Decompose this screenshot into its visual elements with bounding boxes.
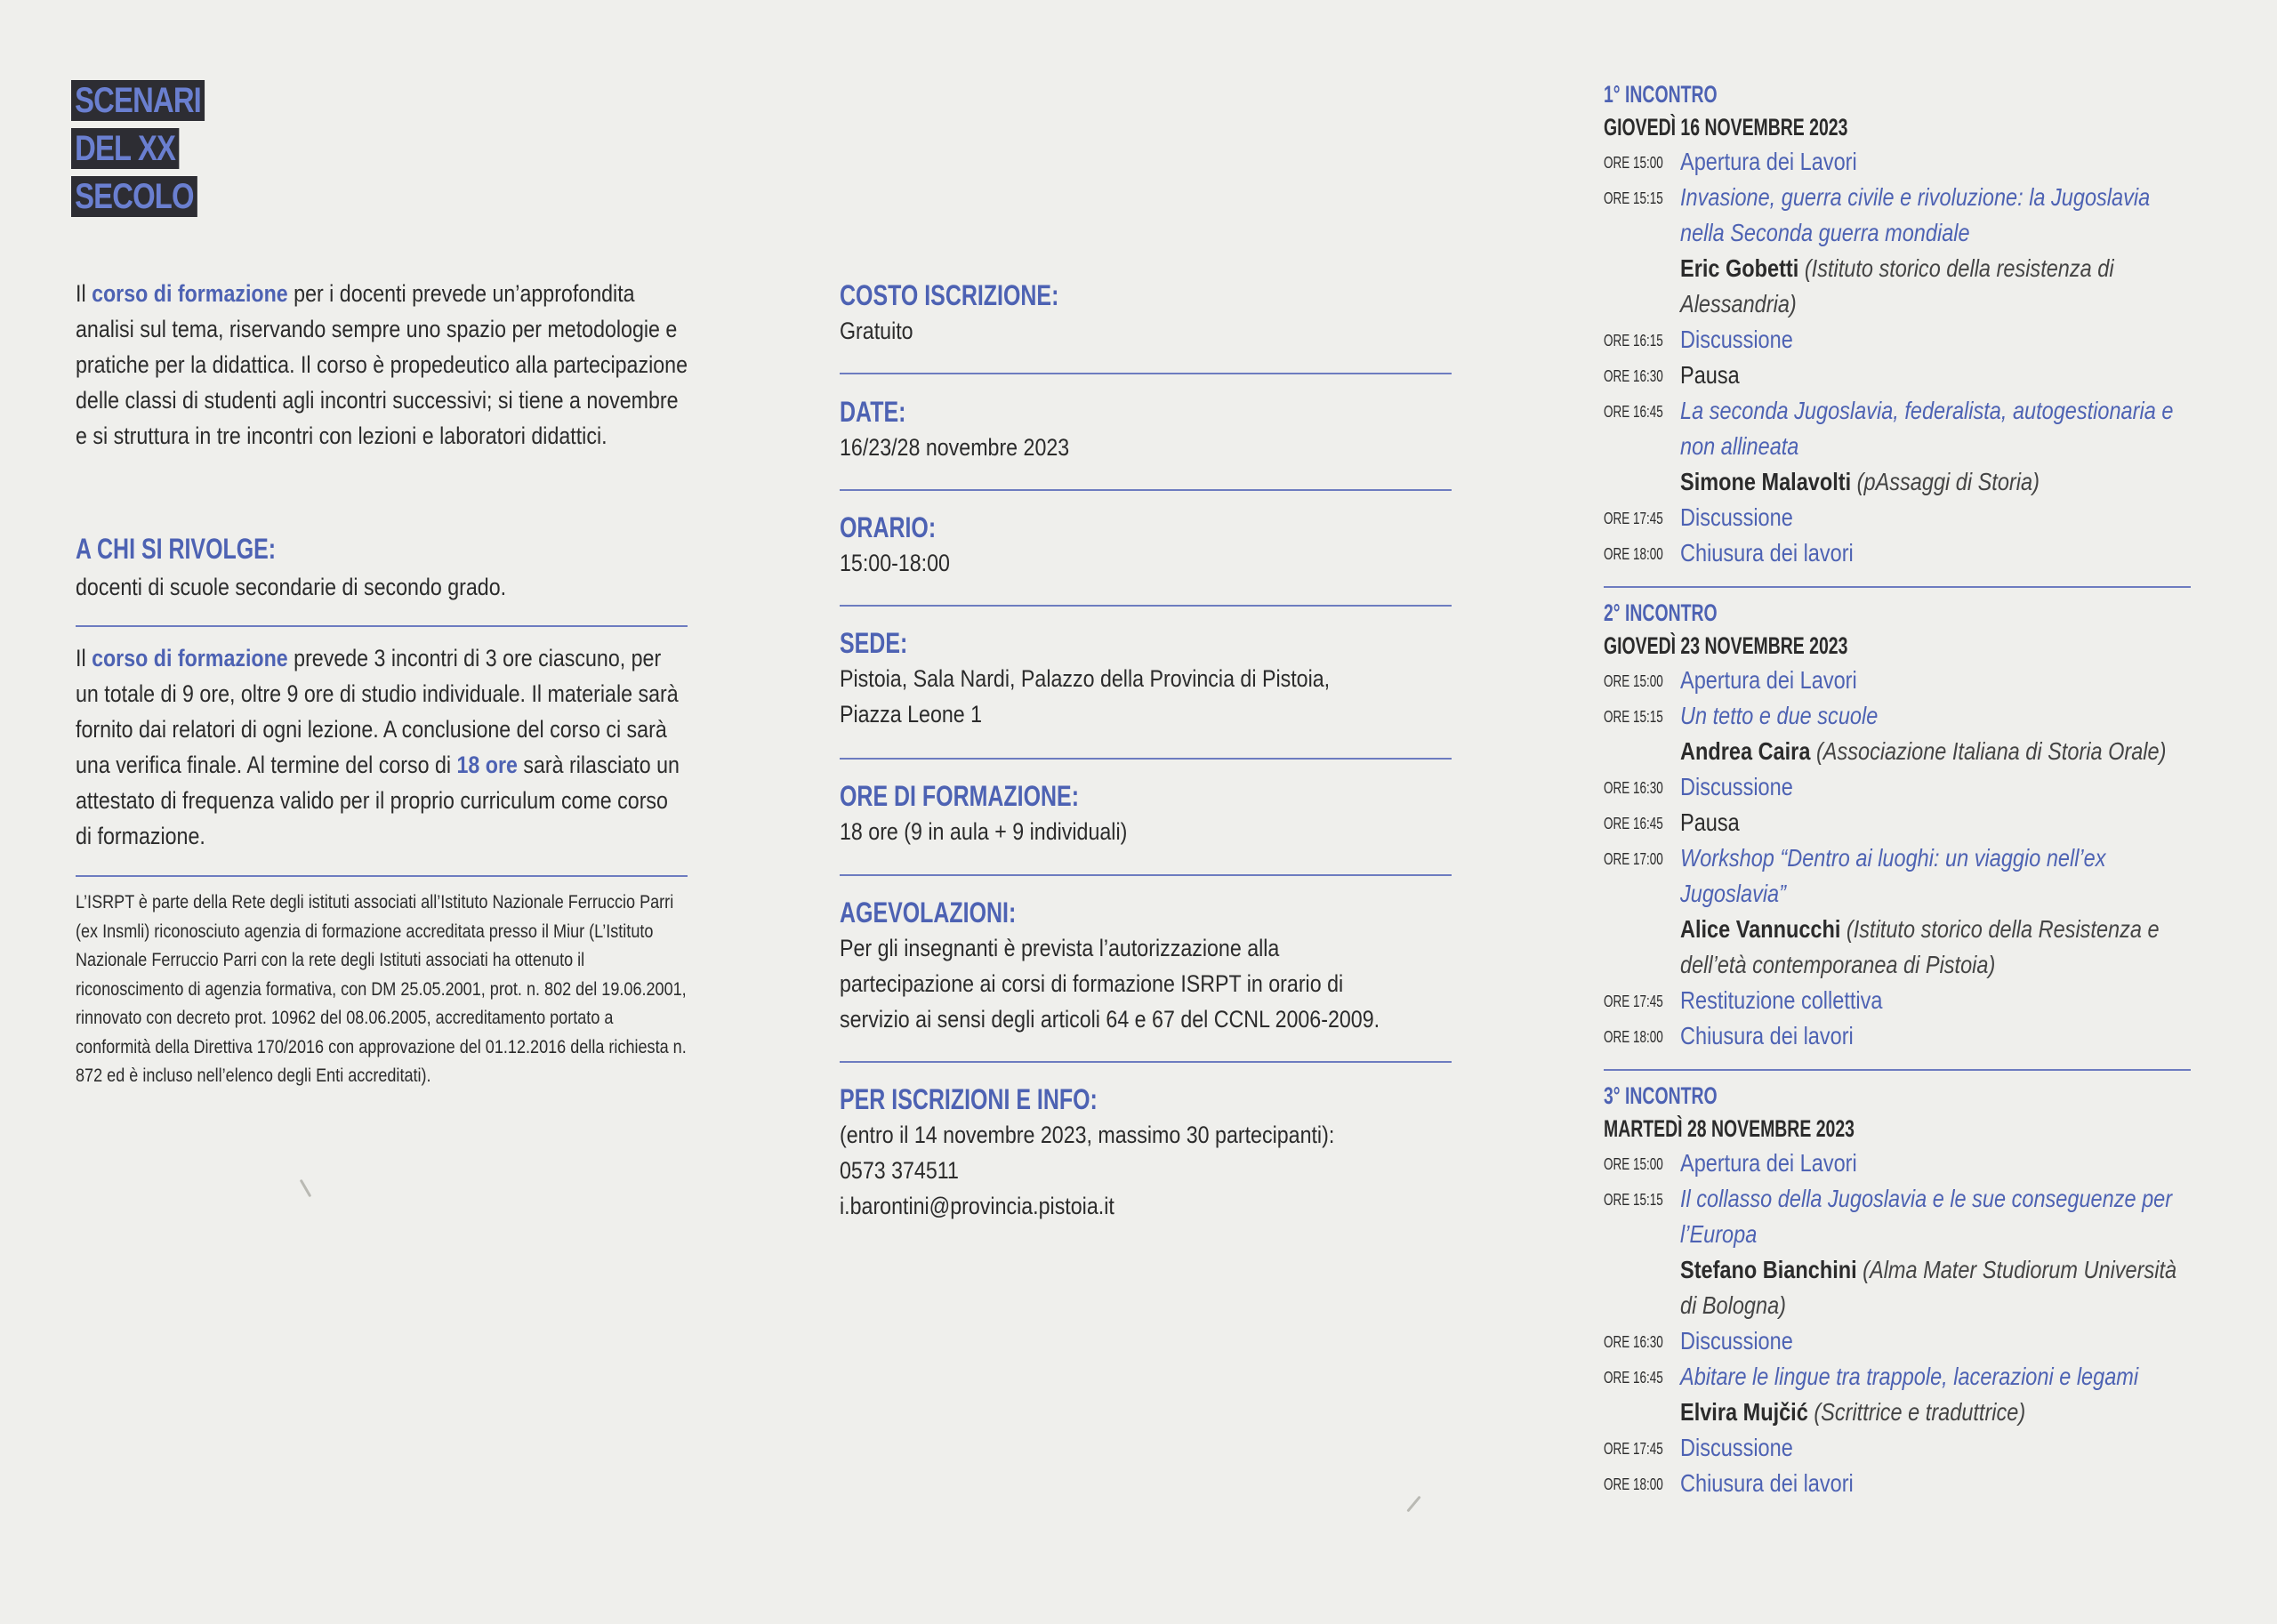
meeting-date: MARTEDÌ 28 NOVEMBRE 2023 — [1604, 1115, 1855, 1142]
time-label: ORE 15:00 — [1604, 1155, 1663, 1173]
course-hours-highlight: 18 ore — [456, 752, 518, 778]
info-heading: SEDE: — [840, 627, 908, 659]
event-lecture — [1680, 1359, 2188, 1430]
event-title: Discussione — [1680, 1327, 1793, 1355]
schedule-item — [1604, 1430, 2191, 1466]
info-section — [840, 510, 1452, 581]
time-label: ORE 16:45 — [1604, 403, 1663, 421]
logo-line: SCENARI — [71, 80, 205, 121]
info-heading: PER ISCRIZIONI E INFO: — [840, 1083, 1098, 1115]
event-title: Discussione — [1680, 503, 1793, 531]
info-section — [840, 778, 1452, 849]
event-title: Chiusura dei lavori — [1680, 1022, 1854, 1049]
event-title: Discussione — [1680, 1434, 1793, 1461]
time-label: ORE 15:15 — [1604, 1191, 1663, 1209]
event-title: Apertura dei Lavori — [1680, 1149, 1857, 1177]
schedule-item — [1604, 769, 2191, 805]
lecture-title: Invasione, guerra civile e rivoluzione: la Jugoslavia nella Seconda guerra mondiale — [1680, 183, 2151, 246]
divider — [1604, 586, 2191, 588]
info-line: Per gli insegnanti è prevista l’autorizzazione alla — [840, 935, 1280, 961]
speaker-affiliation: (Istituto storico della resistenza di Alessandria) — [1680, 254, 2114, 318]
time-label: ORE 17:45 — [1604, 993, 1663, 1010]
info-line: (entro il 14 novembre 2023, massimo 30 partecipanti): — [840, 1122, 1335, 1148]
time-label: ORE 17:45 — [1604, 510, 1663, 527]
event-title: Restituzione collettiva — [1680, 986, 1883, 1014]
info-section — [840, 625, 1452, 732]
schedule-item — [1604, 500, 2191, 535]
info-heading: COSTO ISCRIZIONE: — [840, 279, 1059, 311]
info-section — [840, 277, 1452, 349]
speaker-affiliation: (Alma Mater Studiorum Università di Bologna) — [1680, 1256, 2177, 1319]
paper-speck — [300, 1179, 312, 1198]
info-line: Gratuito — [840, 318, 913, 344]
schedule-item — [1604, 1018, 2191, 1054]
audience-heading: A CHI SI RIVOLGE: — [76, 533, 277, 565]
schedule-item — [1604, 1323, 2191, 1359]
lecture-title: La seconda Jugoslavia, federalista, autogestionaria e non allineata — [1680, 397, 2174, 460]
time-label: ORE 18:00 — [1604, 1028, 1663, 1046]
schedule-item — [1604, 1466, 2191, 1501]
course-text: prevede 3 incontri di 3 ore ciascuno, per un totale di 9 ore, oltre 9 ore di studio individuale. Il materiale sarà fornito dai relatori di ogni lezione. A conclusione del corso ci sarà una verifica finale. Al termine del corso di — [76, 645, 679, 778]
schedule-item — [1604, 1146, 2191, 1181]
logo-line: DEL XX — [71, 128, 179, 169]
event-break: Pausa — [1680, 808, 1740, 836]
paper-speck — [1406, 1496, 1420, 1513]
speaker-name: Alice Vannucchi — [1680, 915, 1841, 943]
meeting-label: 1° INCONTRO — [1604, 81, 1718, 108]
time-label: ORE 16:30 — [1604, 779, 1663, 797]
info-line: servizio ai sensi degli articoli 64 e 67 del CCNL 2006-2009. — [840, 1006, 1380, 1033]
schedule-item — [1604, 663, 2191, 698]
time-label: ORE 17:45 — [1604, 1440, 1663, 1458]
event-lecture — [1680, 393, 2188, 500]
speaker-name: Eric Gobetti — [1680, 254, 1799, 282]
schedule-item — [1604, 840, 2191, 983]
schedule-item — [1604, 698, 2191, 769]
time-label: ORE 15:15 — [1604, 189, 1663, 207]
time-label: ORE 15:00 — [1604, 154, 1663, 172]
event-title: Apertura dei Lavori — [1680, 148, 1857, 175]
accreditation-note: L’ISRPT è parte della Rete degli istituti associati all’Istituto Nazionale Ferruccio Parri (ex Insmli) riconosciuto agenzia di formazione accreditata presso il Miur (L’Istituto Nazionale Ferruccio Parri con la rete degli Istituti associati ha ottenuto il riconoscimento di agenzia formativa, con DM 25.05.2001, prot. n. 802 del 19.06.2001, rinnovato con decreto prot. 10962 del 08.06.2005, accreditamento portato a conformità della Direttiva 170/2016 con approvazione del 01.12.2016 della richiesta n. 872 ed è incluso nell’elenco degli Enti accreditati). — [76, 891, 687, 1086]
speaker-affiliation: (pAssaggi di Storia) — [1851, 468, 2040, 495]
info-line: i.barontini@provincia.pistoia.it — [840, 1193, 1114, 1219]
meeting-label: 3° INCONTRO — [1604, 1082, 1718, 1109]
course-paragraph — [76, 640, 688, 854]
info-line: 16/23/28 novembre 2023 — [840, 434, 1070, 461]
time-label: ORE 16:45 — [1604, 815, 1663, 832]
speaker-name: Andrea Caira — [1680, 737, 1811, 765]
intro-text: Il — [76, 280, 93, 307]
schedule-item — [1604, 983, 2191, 1018]
event-title: Apertura dei Lavori — [1680, 666, 1857, 694]
series-logo — [71, 80, 234, 224]
divider — [76, 625, 688, 627]
intro-highlight: corso di formazione — [92, 280, 288, 307]
schedule-item — [1604, 1359, 2191, 1430]
speaker-name: Elvira Mujčić — [1680, 1398, 1808, 1426]
divider — [840, 1061, 1452, 1063]
schedule-item — [1604, 1181, 2191, 1323]
schedule-item — [1604, 144, 2191, 180]
divider — [1604, 1069, 2191, 1071]
info-section — [840, 895, 1452, 1037]
lecture-title: Un tetto e due scuole — [1680, 702, 1879, 729]
intro-text: per i docenti prevede un’approfondita analisi sul tema, riservando sempre uno spazio per metodologie e pratiche per la didattica. Il corso è propedeutico alla partecipazione delle classi di studenti agli incontri successivi; si tiene a novembre e si struttura in tre incontri con lezioni e laboratori didattici. — [76, 280, 688, 449]
info-section — [840, 1081, 1452, 1224]
speaker-affiliation: (Associazione Italiana di Storia Orale) — [1810, 737, 2167, 765]
speaker-affiliation: (Scrittrice e traduttrice) — [1807, 1398, 2026, 1426]
course-text: sarà rilasciato un attestato di frequenza valido per il proprio curriculum come corso di formazione. — [76, 752, 680, 849]
info-line: 15:00-18:00 — [840, 550, 950, 576]
info-line: Piazza Leone 1 — [840, 701, 983, 728]
event-break: Pausa — [1680, 361, 1740, 389]
time-label: ORE 16:45 — [1604, 1369, 1663, 1387]
event-lecture — [1680, 180, 2188, 322]
meeting-label: 2° INCONTRO — [1604, 599, 1718, 626]
course-highlight: corso di formazione — [92, 645, 288, 671]
divider — [840, 373, 1452, 374]
time-label: ORE 16:15 — [1604, 332, 1663, 350]
audience-text: docenti di scuole secondarie di secondo grado. — [76, 574, 507, 600]
time-label: ORE 15:00 — [1604, 672, 1663, 690]
schedule-item — [1604, 805, 2191, 840]
speaker-affiliation: (Istituto storico della Resistenza e dell’età contemporanea di Pistoia) — [1680, 915, 2160, 978]
event-title: Discussione — [1680, 773, 1793, 800]
schedule-item — [1604, 535, 2191, 571]
info-heading: ORARIO: — [840, 511, 937, 543]
speaker-name: Simone Malavolti — [1680, 468, 1852, 495]
event-title: Chiusura dei lavori — [1680, 1469, 1854, 1497]
meeting-block — [1604, 597, 2191, 1054]
divider — [840, 874, 1452, 876]
info-heading: ORE DI FORMAZIONE: — [840, 780, 1080, 812]
lecture-title: Abitare le lingue tra trappole, lacerazioni e legami — [1680, 1363, 2139, 1390]
meeting-date: GIOVEDÌ 16 NOVEMBRE 2023 — [1604, 114, 1848, 141]
time-label: ORE 16:30 — [1604, 1333, 1663, 1351]
event-title: Discussione — [1680, 326, 1793, 353]
divider — [840, 605, 1452, 607]
logo-line: SECOLO — [71, 176, 197, 217]
meeting-date: GIOVEDÌ 23 NOVEMBRE 2023 — [1604, 632, 1848, 659]
time-label: ORE 16:30 — [1604, 367, 1663, 385]
info-line: Pistoia, Sala Nardi, Palazzo della Provincia di Pistoia, — [840, 665, 1331, 692]
lecture-title: Il collasso della Jugoslavia e le sue conseguenze per l’Europa — [1680, 1185, 2173, 1248]
event-lecture — [1680, 698, 2188, 769]
event-title: Chiusura dei lavori — [1680, 539, 1854, 567]
divider — [840, 489, 1452, 491]
time-label: ORE 15:15 — [1604, 708, 1663, 726]
schedule-item — [1604, 180, 2191, 322]
info-heading: DATE: — [840, 396, 906, 428]
meeting-block — [1604, 1080, 2191, 1501]
divider — [840, 758, 1452, 760]
divider — [76, 875, 688, 877]
info-line: partecipazione ai corsi di formazione ISRPT in orario di — [840, 970, 1344, 997]
info-heading: AGEVOLAZIONI: — [840, 896, 1017, 929]
schedule-item — [1604, 393, 2191, 500]
schedule-item — [1604, 322, 2191, 358]
time-label: ORE 18:00 — [1604, 1475, 1663, 1493]
schedule-item — [1604, 358, 2191, 393]
lecture-title: Workshop “Dentro ai luoghi: un viaggio nell’ex Jugoslavia” — [1680, 844, 2106, 907]
time-label: ORE 17:00 — [1604, 850, 1663, 868]
info-line: 0573 374511 — [840, 1157, 959, 1184]
time-label: ORE 18:00 — [1604, 545, 1663, 563]
event-lecture — [1680, 840, 2188, 983]
info-line: 18 ore (9 in aula + 9 individuali) — [840, 818, 1128, 845]
info-section — [840, 394, 1452, 465]
event-lecture — [1680, 1181, 2188, 1323]
speaker-name: Stefano Bianchini — [1680, 1256, 1857, 1283]
meeting-block — [1604, 78, 2191, 571]
course-text: Il — [76, 645, 93, 671]
intro-paragraph — [76, 276, 688, 454]
